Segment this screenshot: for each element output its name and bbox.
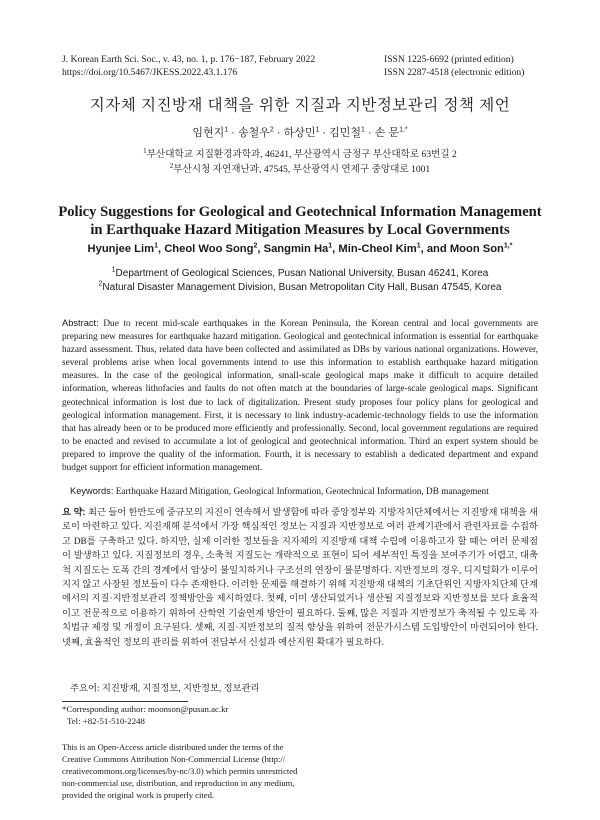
author-separator: ·: [276, 127, 281, 139]
korean-author: 임현지: [192, 127, 225, 139]
author-mark: 1: [416, 242, 421, 250]
journal-header-right: [384, 53, 524, 79]
license-line: This is an Open-Access article distributed under the terms of the: [62, 742, 284, 752]
author-separator: ,: [257, 243, 264, 255]
english-affiliation: [0, 281, 600, 295]
author-separator: ·: [368, 127, 372, 139]
korean-affiliation: [0, 162, 600, 177]
affiliation-mark: 1: [111, 266, 116, 274]
author-mark: 1: [361, 126, 365, 134]
english-title-line: Policy Suggestions for Geological and Geotechnical Information Management: [58, 204, 542, 220]
author-mark: 1: [154, 242, 158, 250]
author-separator: ·: [322, 127, 327, 139]
korean-title: 지자체 지진방재 대책을 위한 지질과 지반정보관리 정책 제언: [89, 97, 511, 114]
license-line: creativecommons.org/licenses/by-nc/3.0) which permits unrestricted: [62, 766, 298, 777]
author-separator: , and: [420, 243, 450, 255]
korean-keywords-label: 주요어:: [70, 684, 100, 694]
license-line: non-commercial use, distribution, and reproduction in any medium,: [62, 778, 295, 789]
author-separator: ,: [332, 243, 339, 255]
affiliation-mark: 1: [143, 146, 147, 155]
korean-abstract-label: 요 약:: [62, 507, 86, 517]
english-author: Sangmin Ha: [263, 243, 329, 255]
english-author: Moon Son: [449, 243, 504, 255]
korean-abstract: [62, 505, 538, 650]
author-mark: 2: [253, 242, 258, 250]
abstract-label: Abstract:: [62, 318, 99, 328]
journal-header-left: [62, 53, 315, 79]
license-line: Creative Commons Attribution Non-Commercial License (http://: [62, 754, 286, 765]
corresponding-author: *Corresponding author: moonson@pusan.ac.kr: [62, 704, 229, 714]
affiliation-mark: 2: [98, 280, 103, 288]
korean-author: 송철우: [237, 127, 270, 139]
doi-link[interactable]: https://doi.org/10.5467/JKESS.2022.43.1.176: [62, 67, 238, 78]
author-separator: ,: [157, 243, 165, 255]
korean-abstract-text: 최근 들어 한반도에 중규모의 지진이 연속해서 발생함에 따라 중앙정부와 지방자치단체에서는 지진방재 대책을 새로이 마련하고 있다. 지진재해 분석에서 가장 핵심적인 정보는 지질과 지반정보로 여러 관계기관에서 관련자료를 수집하고 DB를 구축하고 있다. 하지만, 실제 이러한 정보들을 지자체의 지진방재 대책 수립에 이용하고자 할 때는 여러 문제점이 발생하고 있다. 지질정보의 경우, 소축척 지질도는 개략적으로 표현이 되어 세부적인 특징을 보여주기가 어렵고, 대축척 지질도는 도폭 간의 경계에서 암상이 불일치하거나 구조선의 연장이 불분명하다. 지반정보의 경우, 디지털화가 이루어지지 않고 사장된 정보들이 다수 존재한다. 이러한 문제를 해결하기 위해 지진방재 대책의 기초단위인 지방자치단체 단계에서의 지질·지반정보관리 정책방안을 제시하였다. 첫째, 이미 생산되었거나 생산될 지질정보와 지반정보를 보다 효율적이고 전문적으로 이용하기 위하여 산학연 기술연계 방안이 필요하다. 둘째, 많은 지질과 지반정보가 축적될 수 있도록 자치법규 제정 및 개정이 요구된다. 셋째, 지질·지반정보의 질적 향상을 위하여 전문가시스템 도입방안이 마련되어야 한다. 넷째, 효율적인 정보의 관리를 위하여 전담부서 신설과 예산지원 확대가 필요하다.: [62, 508, 538, 648]
english-author: Hyunjee Lim: [87, 243, 155, 255]
keywords-label: Keywords:: [70, 486, 114, 496]
corresponding-tel: Tel: +82-51-510-2248: [67, 716, 145, 727]
author-mark: 1,*: [399, 126, 408, 134]
korean-affiliation-text: 부산대학교 지질환경과학과, 46241, 부산광역시 금정구 부산대학로 63번길 2: [146, 149, 457, 160]
correspondence-note: [62, 703, 322, 727]
abstract-text: Due to recent mid-scale earthquakes in the Korean Peninsula, the Korean central and local governments are preparing new measures for earthquake hazard mitigation. Geological and geotechnical information is essential for earthquake hazard assessment. Thus, related data have been collected and assimilated as DBs by various national organizations. However, several problems arise when local governments intend to use this information to establish earthquake hazard mitigation measures. In the case of the geological information, small-scale geological maps make it difficult to acquire detailed information, whereas lithofacies and faults do not often match at the boundaries of large-scale geological maps. Significant geotechnical information is lost due to lack of digitalization. Present study proposes four policy plans for geological and geological information management. First, it is necessary to link industry-academic-technology fields to use the information that has already been or to be produced more efficiently and professionally. Second, local government regulations are required to be enacted and revised to accumulate a lot of geological and geotechnical information. Third an expert system should be prepared to improve the quality of the information. Fourth, it is necessary to establish a dedicated department and expand budget support for efficient information management.: [62, 319, 539, 474]
author-mark: 1,*: [503, 242, 513, 250]
english-affiliation-text: Department of Geological Sciences, Pusan National University, Busan 46241, Korea: [115, 268, 489, 279]
keywords-text: Earthquake Hazard Mitigation, Geological Information, Geotechnical Information, DB management: [115, 487, 489, 497]
korean-affiliations: [0, 147, 600, 177]
license-line: provided the original work is properly cited.: [62, 790, 215, 801]
korean-authors: [0, 124, 600, 140]
issn-electronic: ISSN 2287-4518 (electronic edition): [384, 67, 525, 78]
english-title-line: in Earthquake Hazard Mitigation Measures by Local Governments: [90, 222, 510, 238]
affiliation-mark: 2: [169, 161, 174, 170]
author-mark: 1: [328, 242, 333, 250]
english-authors: [0, 243, 600, 255]
footnote-rule: [62, 701, 188, 702]
author-mark: 1: [315, 126, 320, 134]
english-author: Cheol Woo Song: [164, 243, 254, 255]
english-author: Min-Cheol Kim: [338, 243, 417, 255]
english-affiliations: [0, 267, 600, 294]
author-separator: ·: [231, 127, 235, 139]
english-affiliation: [0, 267, 600, 281]
korean-author: 하상민: [283, 127, 316, 139]
korean-author: 김민철: [329, 127, 362, 139]
issn-print: ISSN 1225-6692 (printed edition): [384, 54, 514, 65]
korean-author: 손 문: [374, 127, 400, 139]
korean-keywords: [70, 680, 538, 694]
english-abstract: [62, 317, 538, 475]
journal-citation: J. Korean Earth Sci. Soc., v. 43, no. 1, p. 176−187, February 2022: [62, 54, 316, 65]
korean-affiliation: [0, 147, 600, 162]
author-mark: 2: [269, 126, 274, 134]
author-mark: 1: [224, 126, 229, 134]
license-note: [62, 741, 314, 801]
english-title: [40, 203, 560, 239]
korean-affiliation-text: 부산시청 자연재난과, 47545, 부산광역시 연제구 중앙대로 1001: [173, 164, 431, 175]
english-affiliation-text: Natural Disaster Management Division, Busan Metropolitan City Hall, Busan 47545, Korea: [102, 281, 502, 293]
english-keywords: [70, 486, 538, 497]
korean-keywords-text: 지진방재, 지질정보, 지반정보, 정보관리: [101, 684, 260, 694]
